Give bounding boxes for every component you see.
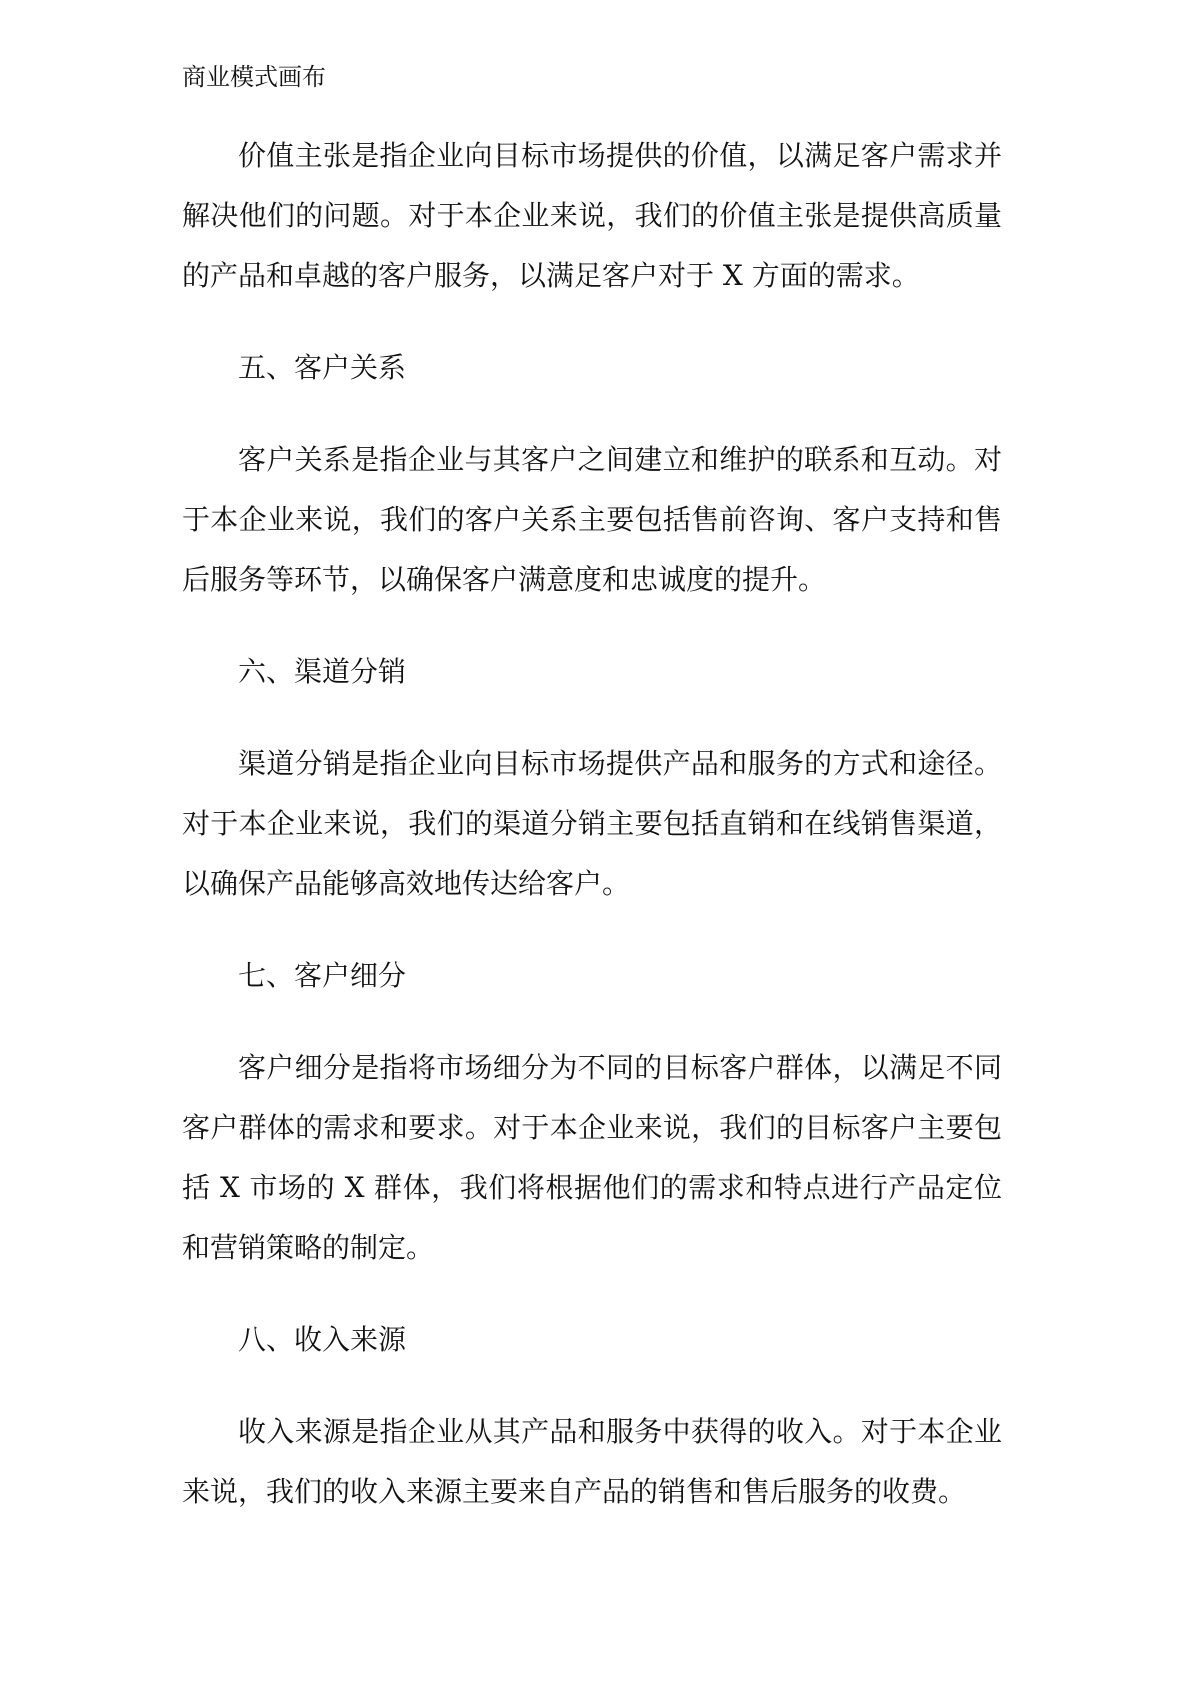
section-heading-customer-relationships: 五、客户关系 bbox=[238, 351, 407, 384]
document-body bbox=[182, 62, 1002, 1554]
section-heading-channels: 六、渠道分销 bbox=[238, 655, 407, 688]
paragraph-value-proposition: 价值主张是指企业向目标市场提供的价值，以满足客户需求并解决他们的问题。对于本企业来说，我们的价值主张是提供高质量的产品和卓越的客户服务，以满足客户对于 X 方面的需求。 bbox=[182, 139, 1002, 292]
paragraph-revenue-streams: 收入来源是指企业从其产品和服务中获得的收入。对于本企业来说，我们的收入来源主要来自产品的销售和售后服务的收费。 bbox=[182, 1415, 1002, 1508]
section-heading-revenue-streams: 八、收入来源 bbox=[238, 1323, 407, 1356]
section-heading-customer-segments: 七、客户细分 bbox=[238, 959, 407, 992]
document-title: 商业模式画布 bbox=[182, 63, 326, 91]
paragraph-customer-segments: 客户细分是指将市场细分为不同的目标客户群体，以满足不同客户群体的需求和要求。对于本企业来说，我们的目标客户主要包括 X 市场的 X 群体，我们将根据他们的需求和特点进行产品定位和营销策略的制定。 bbox=[182, 1051, 1002, 1264]
paragraph-customer-relationships: 客户关系是指企业与其客户之间建立和维护的联系和互动。对于本企业来说，我们的客户关系主要包括售前咨询、客户支持和售后服务等环节，以确保客户满意度和忠诚度的提升。 bbox=[182, 443, 1002, 596]
paragraph-channels: 渠道分销是指企业向目标市场提供产品和服务的方式和途径。对于本企业来说，我们的渠道分销主要包括直销和在线销售渠道，以确保产品能够高效地传达给客户。 bbox=[182, 747, 1002, 900]
